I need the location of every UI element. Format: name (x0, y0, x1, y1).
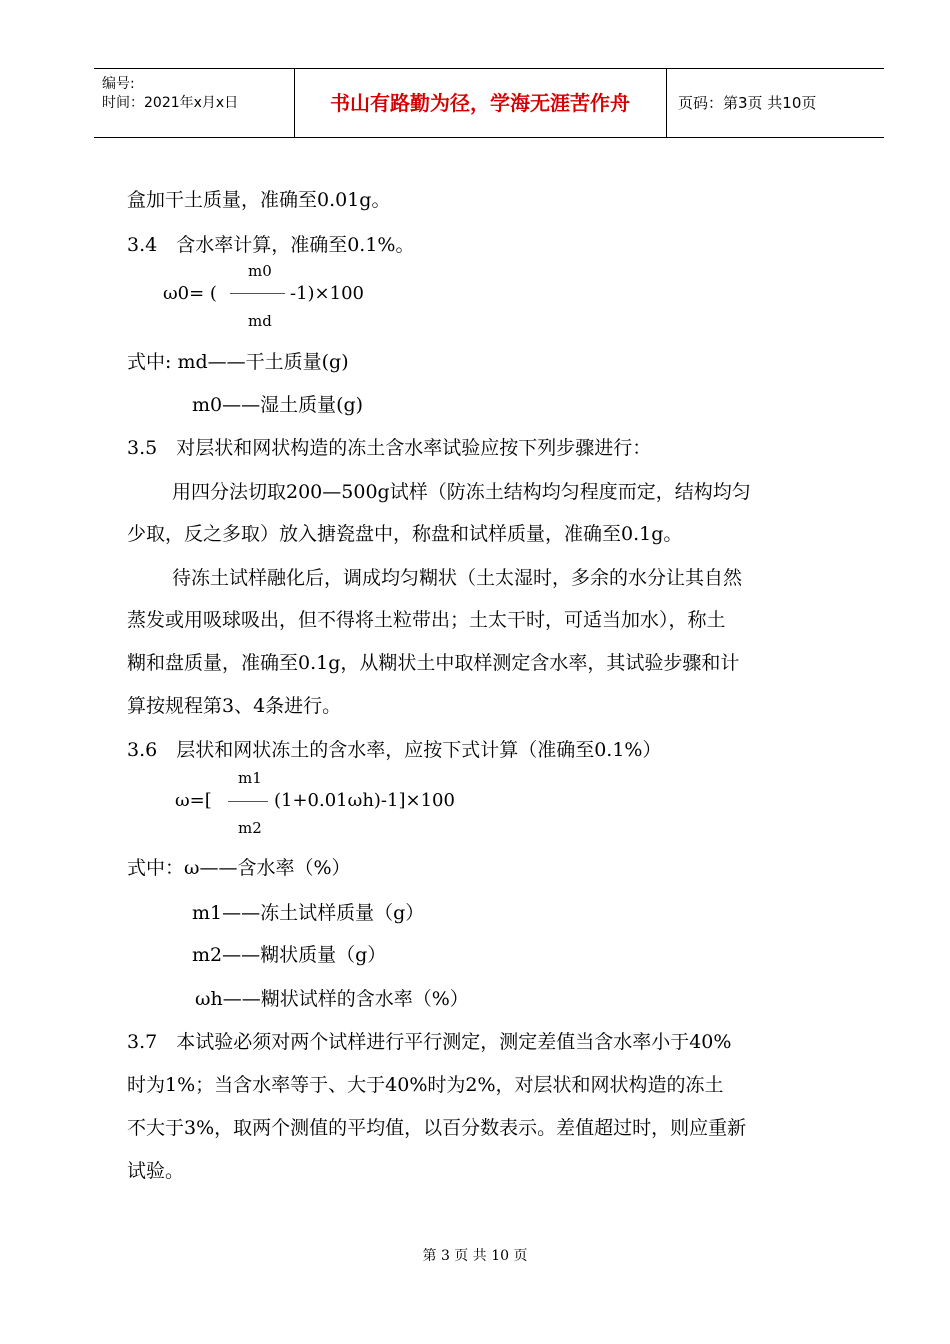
paragraph-line: 糊和盘质量，准确至0.1g，从糊状土中取样测定含水率，其试验步骤和计 (127, 652, 740, 674)
formula2-denominator: m2 (238, 819, 262, 837)
header-motto: 书山有路勤为径，学海无涯苦作舟 (294, 69, 667, 137)
section-3-6: 3.6 层状和网状冻土的含水率，应按下式计算（准确至0.1%） (127, 739, 662, 761)
header-info-cell (94, 69, 295, 137)
where-m1: m1——冻土试样质量（g） (192, 902, 425, 924)
where-omega: 式中：ω——含水率（%） (127, 857, 351, 879)
formula1-right: -1)×100 (290, 283, 364, 304)
formula2-right: (1+0.01ωh)-1]×100 (274, 790, 455, 811)
document-header (94, 68, 884, 138)
where-omega-h: ωh——糊状试样的含水率（%） (195, 988, 469, 1010)
section-3-7: 3.7 本试验必须对两个试样进行平行测定，测定差值当含水率小于40% (127, 1031, 732, 1053)
time-label: 时间：2021年x月x日 (102, 95, 239, 111)
formula1-denominator: md (248, 312, 272, 330)
where-m0: m0——湿土质量(g) (192, 394, 364, 416)
paragraph-line: 少取，反之多取）放入搪瓷盘中，称盘和试样质量，准确至0.1g。 (127, 523, 683, 545)
page-footer: 第 3 页 共 10 页 (422, 1248, 528, 1264)
paragraph-line: 蒸发或用吸球吸出，但不得将土粒带出；土太干时，可适当加水），称土 (127, 609, 726, 631)
paragraph-line: 时为1%；当含水率等于、大于40%时为2%，对层状和网状构造的冻土 (127, 1074, 724, 1096)
formula1-left: ω0= ( (163, 283, 217, 304)
paragraph-line: 试验。 (127, 1160, 185, 1182)
paragraph-line: 盒加干土质量，准确至0.01g。 (127, 189, 391, 211)
formula2-left: ω=[ (175, 790, 212, 811)
formula1-fraction-bar (230, 293, 285, 294)
formula2-fraction-bar (228, 801, 268, 802)
paragraph-line: 用四分法切取200—500g试样（防冻土结构均匀程度而定，结构均匀 (172, 481, 751, 503)
header-page-label: 页码：第3页 共10页 (678, 94, 817, 112)
formula1-numerator: m0 (248, 262, 272, 280)
paragraph-line: 不大于3%，取两个测值的平均值，以百分数表示。差值超过时，则应重新 (127, 1117, 747, 1139)
section-3-4: 3.4 含水率计算，准确至0.1%。 (127, 234, 415, 256)
paragraph-line: 待冻土试样融化后，调成均匀糊状（土太湿时，多余的水分让其自然 (172, 567, 743, 589)
number-label: 编号: (102, 76, 135, 92)
formula2-numerator: m1 (238, 769, 262, 787)
section-3-5: 3.5 对层状和网状构造的冻土含水率试验应按下列步骤进行： (127, 437, 652, 459)
paragraph-line: 算按规程第3、4条进行。 (127, 695, 342, 717)
where-md: 式中: md——干土质量(g) (127, 351, 349, 373)
where-m2: m2——糊状质量（g） (192, 944, 387, 966)
